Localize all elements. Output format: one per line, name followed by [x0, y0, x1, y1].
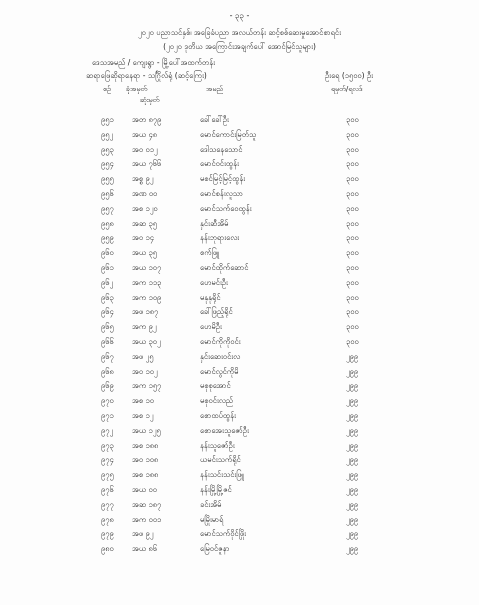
column-header-no: စဉ် [103, 85, 111, 93]
row-score: ၂၉၉ [346, 484, 359, 494]
table-row [0, 352, 479, 367]
row-number: ၉၅၁ [101, 115, 114, 124]
row-name: ဒေါသနေသောင် [200, 144, 243, 154]
table-row [0, 426, 479, 441]
row-score: ၃၀၀ [346, 322, 359, 332]
row-score: ၃၀၀ [346, 262, 359, 272]
row-name: ခင်းအိမ် [200, 499, 222, 509]
row-name: မမြိုးမာရ် [200, 514, 224, 524]
column-header-score: ရမှတ်/ရလဒ် [331, 85, 363, 93]
row-name: မောင်လွင်ကိုမိ [200, 366, 239, 376]
row-number: ၉၆၅ [101, 322, 114, 332]
table-row [0, 130, 479, 145]
table-row [0, 278, 479, 293]
row-number: ၉၆၁ [101, 262, 114, 272]
row-name: စောအေးသူဇော်ဦး [200, 425, 249, 435]
row-id: အယ ၇၆၆ [132, 159, 162, 169]
row-score: ၃၀၀ [346, 144, 359, 154]
table-row [0, 411, 479, 426]
table-row [0, 219, 479, 234]
row-id: အယ ၀၀ [132, 484, 157, 494]
row-name: မစင်မြင့်မြင့်ထွန်း [200, 174, 246, 184]
row-name: ခေါ်ဖြည့်ရိုင် [200, 307, 233, 317]
row-score: ၂၉၉ [346, 514, 359, 524]
row-score: ၃၀၀ [346, 115, 359, 124]
table-row [0, 381, 479, 396]
row-id: အစ ၁၂၀ [132, 203, 158, 213]
row-name: မစုစုအောင် [200, 381, 231, 391]
row-score: ၂၉၉ [346, 544, 359, 554]
row-score: ၃၀၀ [346, 277, 359, 287]
row-id: အစ ၁၈၈ [132, 440, 159, 450]
row-number: ၉၆၉ [101, 381, 114, 391]
row-number: ၉၆၇ [101, 351, 114, 361]
row-score: ၃၀၀ [346, 248, 359, 258]
row-name: နှင်းဆေးဝင်းလ [200, 351, 241, 361]
row-score: ၂၉၉ [346, 455, 359, 465]
row-number: ၉၇၀ [101, 396, 114, 406]
row-number: ၉၅၇ [101, 203, 114, 213]
table-header [0, 85, 479, 109]
table-row [0, 145, 479, 160]
row-number: ၉၆၄ [101, 307, 114, 317]
row-score: ၃၀၀ [346, 233, 359, 243]
row-score: ၂၉၉ [346, 529, 359, 539]
row-name: မောင်ထိုက်ဆောင် [200, 262, 249, 272]
table-row [0, 248, 479, 263]
row-id: အဝ ၁၀၂ [132, 366, 158, 376]
table-row [0, 455, 479, 470]
table-row [0, 515, 479, 530]
row-name: နန်းဘုရားလေး [200, 233, 240, 243]
row-score: ၃၀၀ [346, 336, 359, 346]
row-score: ၂၉၉ [346, 499, 359, 509]
row-score: ၃၀၀ [346, 218, 359, 228]
row-id: အစ ၁၂ [132, 410, 154, 420]
row-name: မြေဝင်ဇူနာ [200, 544, 230, 554]
table-row [0, 470, 479, 485]
row-number: ၉၆၈ [101, 366, 114, 376]
table-row [0, 307, 479, 322]
row-score: ၂၉၉ [346, 425, 359, 435]
row-id: အက ၁၅၇ [132, 381, 162, 391]
row-score: ၃၀၀ [346, 188, 359, 198]
row-number: ၉၅၂ [101, 129, 114, 139]
table-row [0, 441, 479, 456]
row-id: အဖ ၉၂ [132, 529, 154, 539]
row-score: ၃၀၀ [346, 174, 359, 184]
table-row [0, 396, 479, 411]
row-name: ယမင်းသက်ရိုင် [200, 455, 241, 465]
row-score: ၂၉၉ [346, 410, 359, 420]
exam-center-line: ဆရာဖြေဆိုရာနေရာ - သင်္ဂြိုလ်ရုံ (ဆင့်ကြေး) [86, 71, 207, 80]
row-id: အယ ၁၀၇ [132, 262, 162, 272]
table-row [0, 544, 479, 559]
row-score: ၃၀၀ [346, 292, 359, 302]
row-id: အယ ၃၅ [132, 248, 157, 258]
row-id: အဖ ၁၈၇ [132, 307, 159, 317]
row-number: ၉၇၂ [101, 425, 114, 435]
row-score: ၂၉၉ [346, 470, 359, 480]
row-number: ၉၆၀ [101, 248, 114, 258]
row-id: အက ၉၂ [132, 322, 157, 332]
row-id: အဝ ၁၄ [132, 233, 154, 243]
row-id: အဏ ၀၀ [132, 188, 158, 198]
column-header-id: ခုံအမှတ် [126, 85, 148, 93]
row-id: အစ ၁၈၈ [132, 470, 159, 480]
row-score: ၃၀၀ [346, 129, 359, 139]
row-name: မောင်သက်ဝိုင်ဖြိုး [200, 529, 247, 539]
row-name: နှင်းဆီအိမ် [200, 218, 229, 228]
row-number: ၉၅၉ [101, 233, 114, 243]
results-list [0, 115, 479, 559]
row-name: နန်းမြို့မြို့ဇင် [200, 484, 232, 494]
row-number: ၉၇၄ [101, 455, 114, 465]
row-name: မောင်ကိုကိုဝင်း [200, 336, 241, 346]
table-row [0, 529, 479, 544]
row-number: ၉၅၄ [101, 159, 114, 169]
row-number: ၉၆၃ [101, 292, 114, 302]
row-name: မနုနုရိုင် [200, 292, 221, 302]
row-id: အတ ၈၇၉ [132, 115, 162, 124]
row-number: ၉၈၀ [101, 544, 114, 554]
row-name: မောင်စန်းလူသာ [200, 188, 243, 198]
row-number: ၉၅၆ [101, 188, 114, 198]
row-id: အက ၁၀၉ [132, 292, 162, 302]
row-id: အက ၀၀၁ [132, 514, 162, 524]
row-number: ၉၅၈ [101, 218, 114, 228]
row-id: အဖ ၂၅ [132, 351, 154, 361]
row-id: အဝ ၀၁၂ [132, 144, 158, 154]
row-name: မောင်ကောင်းမြတ်သူ [200, 129, 257, 139]
column-header-id-sub: ဆုံးမှတ် [140, 96, 160, 104]
row-number: ၉၆၆ [101, 336, 114, 346]
row-score: ၃၀၀ [346, 307, 359, 317]
row-name: စက်ဖြူ [200, 248, 220, 258]
row-score: ၃၀၀ [346, 203, 359, 213]
table-row [0, 337, 479, 352]
table-row [0, 322, 479, 337]
score-heading: ဦးရေ (၁၅၀၀) ဦး [325, 71, 374, 80]
row-score: ၂၉၉ [346, 351, 359, 361]
row-name: ဟေမင်းဦး [200, 277, 228, 287]
table-row [0, 204, 479, 219]
row-score: ၃၀၀ [346, 159, 359, 169]
table-row [0, 159, 479, 174]
row-name: ဟေမိဦး [200, 322, 222, 332]
row-number: ၉၇၈ [101, 514, 114, 524]
table-row [0, 174, 479, 189]
column-header-name: အမည် [206, 85, 224, 93]
table-row [0, 233, 479, 248]
row-number: ၉၇၅ [101, 470, 114, 480]
row-number: ၉၇၁ [101, 410, 114, 420]
row-score: ၂၉၉ [346, 440, 359, 450]
row-id: အယ ၃၀၂ [132, 336, 161, 346]
row-score: ၂၉၉ [346, 396, 359, 406]
row-number: ၉၇၇ [101, 499, 114, 509]
table-row [0, 189, 479, 204]
document-subtitle: (၂၀၂၀ ဒုတိယ အကြောင်းအချက်ပေါ် အောင်မြင်သူများ) [163, 42, 316, 51]
row-id: အယ ၈၆ [132, 544, 158, 554]
row-id: အယ ၁၂၅ [132, 425, 161, 435]
row-id: အစ္စ ၉၂ [132, 174, 154, 184]
table-row [0, 500, 479, 515]
table-row [0, 367, 479, 382]
row-id: အယ ၄၈ [132, 129, 158, 139]
table-row [0, 293, 479, 308]
table-row [0, 263, 479, 278]
row-number: ၉၇၃ [101, 440, 114, 450]
row-number: ၉၇၉ [101, 529, 114, 539]
row-name: မစုဝင်းလည် [200, 396, 234, 406]
row-id: အစ ၁၀ [132, 396, 154, 406]
table-row [0, 115, 479, 130]
row-score: ၂၉၉ [346, 381, 359, 391]
township-line: ဒေသအမည် / ကျေးရွာ - မြို့ပေါ်အထက်တန်း [92, 58, 216, 67]
row-id: အက ၁၁၃ [132, 277, 162, 287]
row-number: ၉၅၃ [101, 144, 114, 154]
row-name: စောထပ်ထွန်း [200, 410, 236, 420]
page-number: - ၃၃ - [229, 11, 250, 20]
row-id: အဆ ၃၅ [132, 218, 157, 228]
row-name: နန်းသူဇော်ဦး [200, 440, 235, 450]
row-id: အဆ ၁၈၇ [132, 499, 162, 509]
document-title: ၂၀၂၀ ပညာသင်နှစ်၊ အခြေခံပညာ အလယ်တန်း ဆင့်စစ်ဆေးမှုအောင်စာရင်း [138, 28, 341, 37]
row-id: အဝ ၁၀၈ [132, 455, 159, 465]
row-score: ၂၉၉ [346, 366, 359, 376]
row-number: ၉၅၅ [101, 174, 114, 184]
row-name: ခေါ်ခေါ်ဦး [200, 115, 229, 124]
row-name: မောင်ဝင်းထွန်း [200, 159, 239, 169]
row-number: ၉၆၂ [101, 277, 114, 287]
row-name: မောင်သက်ဝေထွန်း [200, 203, 252, 213]
row-number: ၉၇၆ [101, 484, 114, 494]
table-row [0, 485, 479, 500]
row-name: နန်းသင်းသင်းဖြူ [200, 470, 245, 480]
